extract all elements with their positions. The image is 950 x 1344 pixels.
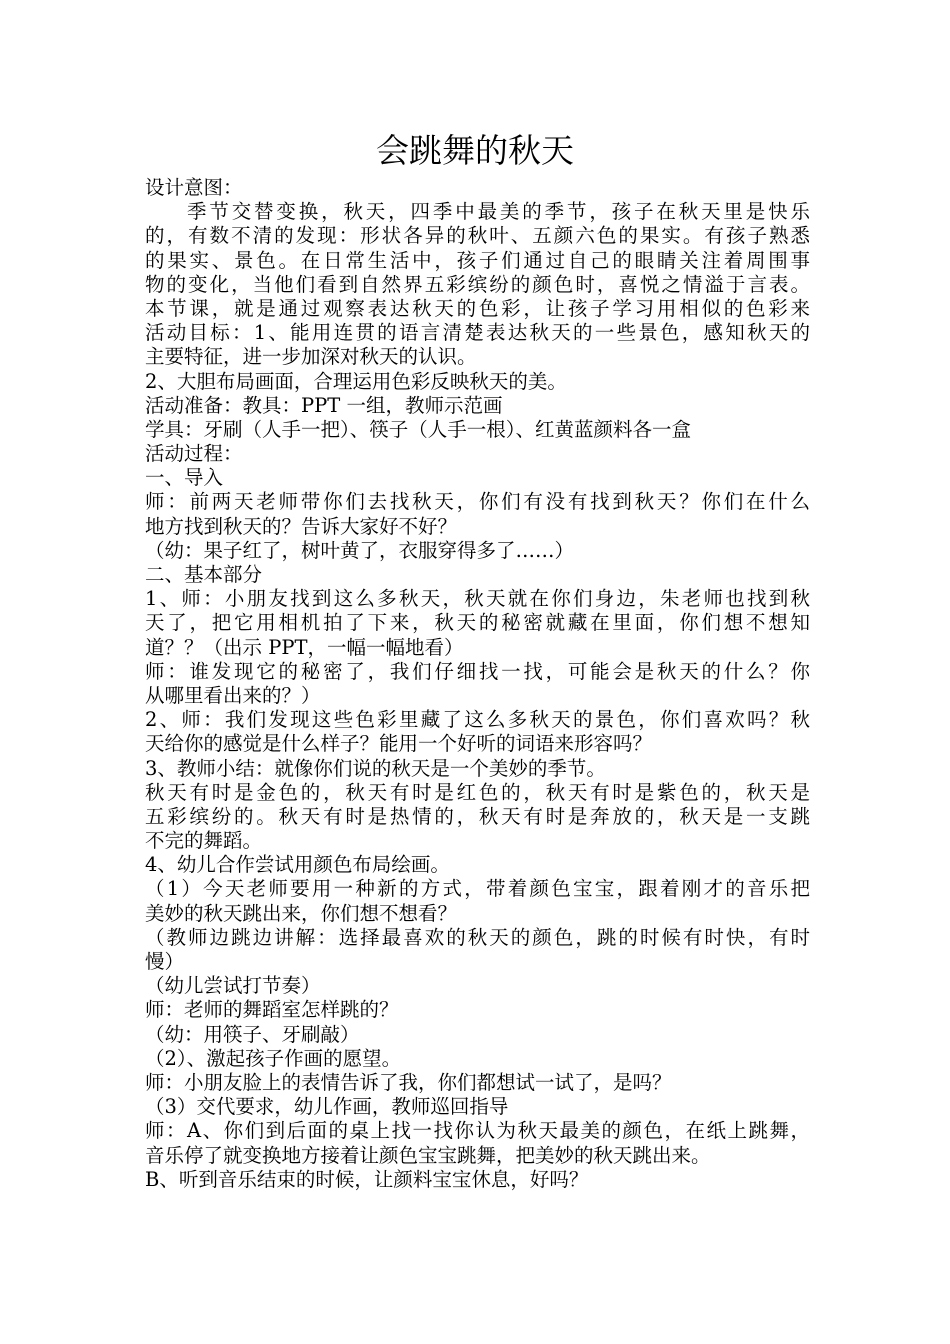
text-line: （1）今天老师要用一种新的方式，带着颜色宝宝，跟着刚才的音乐把 [145,877,810,901]
text-line: 师：谁发现它的秘密了，我们仔细找一找，可能会是秋天的什么？你 [145,659,810,683]
text-line: 天给你的感觉是什么样子？能用一个好听的词语来形容吗？ [145,732,653,756]
text-line: 活动准备：教具：PPT 一组，教师示范画 [145,393,503,417]
text-line: 主要特征，进一步加深对秋天的认识。 [145,345,477,369]
text-line: 2、师：我们发现这些色彩里藏了这么多秋天的景色，你们喜欢吗？秋 [145,708,810,732]
text-line: 不完的舞蹈。 [145,829,263,853]
text-line: 道？？（出示 PPT，一幅一幅地看） [145,635,464,659]
text-line: 从哪里看出来的？） [145,683,321,707]
text-line: （幼：用筷子、牙刷敲） [145,1022,360,1046]
text-line: （教师边跳边讲解：选择最喜欢的秋天的颜色，跳的时候有时快，有时 [145,925,810,949]
text-line: （幼儿尝试打节奏） [145,974,321,998]
text-line: 慢） [145,950,185,973]
document-body [145,176,810,1192]
text-line: 的果实、景色。在日常生活中，孩子们通过自己的眼睛关注着周围事 [145,248,810,272]
text-line: 活动过程： [145,442,243,466]
text-line: 一、导入 [145,466,224,490]
text-line: 1、师：小朋友找到这么多秋天，秋天就在你们身边，朱老师也找到秋 [145,587,810,611]
text-line: 天了，把它用相机拍了下来，秋天的秘密就藏在里面，你们想不想知 [145,611,810,635]
text-line: 美妙的秋天跳出来，你们想不想看？ [145,901,458,925]
text-line: （2）、激起孩子作画的愿望。 [145,1046,402,1070]
text-line: 二、基本部分 [145,563,263,586]
text-line: 物的变化，当他们看到自然界五彩缤纷的颜色时，喜悦之情溢于言表。 [145,272,810,296]
text-line: 设计意图： [145,176,243,199]
text-line: 季节交替变换，秋天，四季中最美的季节，孩子在秋天里是快乐 [187,200,810,224]
text-line: 音乐停了就变换地方接着让颜色宝宝跳舞，把美妙的秋天跳出来。 [145,1143,711,1167]
text-line: 五彩缤纷的。秋天有时是热情的，秋天有时是奔放的，秋天是一支跳 [145,804,810,828]
text-line: B、听到音乐结束的时候，让颜料宝宝休息，好吗？ [145,1167,589,1191]
text-line: 本节课，就是通过观察表达秋天的色彩，让孩子学习用相似的色彩来 [145,296,810,320]
text-line: 师：老师的舞蹈室怎样跳的？ [145,998,399,1022]
text-line: 地方找到秋天的？告诉大家好不好？ [145,514,458,538]
text-line: 3、教师小结：就像你们说的秋天是一个美妙的季节。 [145,756,606,780]
text-line: 2、大胆布局画面，合理运用色彩反映秋天的美。 [145,369,567,393]
text-line: 师：前两天老师带你们去找秋天，你们有没有找到秋天？你们在什么 [145,490,810,514]
text-line: 学具：牙刷（人手一把）、筷子（人手一根）、红黄蓝颜料各一盒 [145,417,692,441]
text-line: 秋天有时是金色的，秋天有时是红色的，秋天有时是紫色的，秋天是 [145,780,810,804]
text-line: 的，有数不清的发现：形状各异的秋叶、五颜六色的果实。有孩子熟悉 [145,224,810,248]
text-line: （3）交代要求，幼儿作画，教师巡回指导 [145,1095,509,1119]
text-line: 师：小朋友脸上的表情告诉了我，你们都想试一试了，是吗？ [145,1070,672,1094]
document-title: 会跳舞的秋天 [376,131,574,170]
text-line: 师：A、你们到后面的桌上找一找你认为秋天最美的颜色，在纸上跳舞， [145,1119,810,1143]
text-line: （幼：果子红了，树叶黄了，衣服穿得多了……） [145,538,575,562]
text-line: 4、幼儿合作尝试用颜色布局绘画。 [145,853,450,877]
text-line: 活动目标：1、能用连贯的语言清楚表达秋天的一些景色，感知秋天的 [145,321,810,345]
